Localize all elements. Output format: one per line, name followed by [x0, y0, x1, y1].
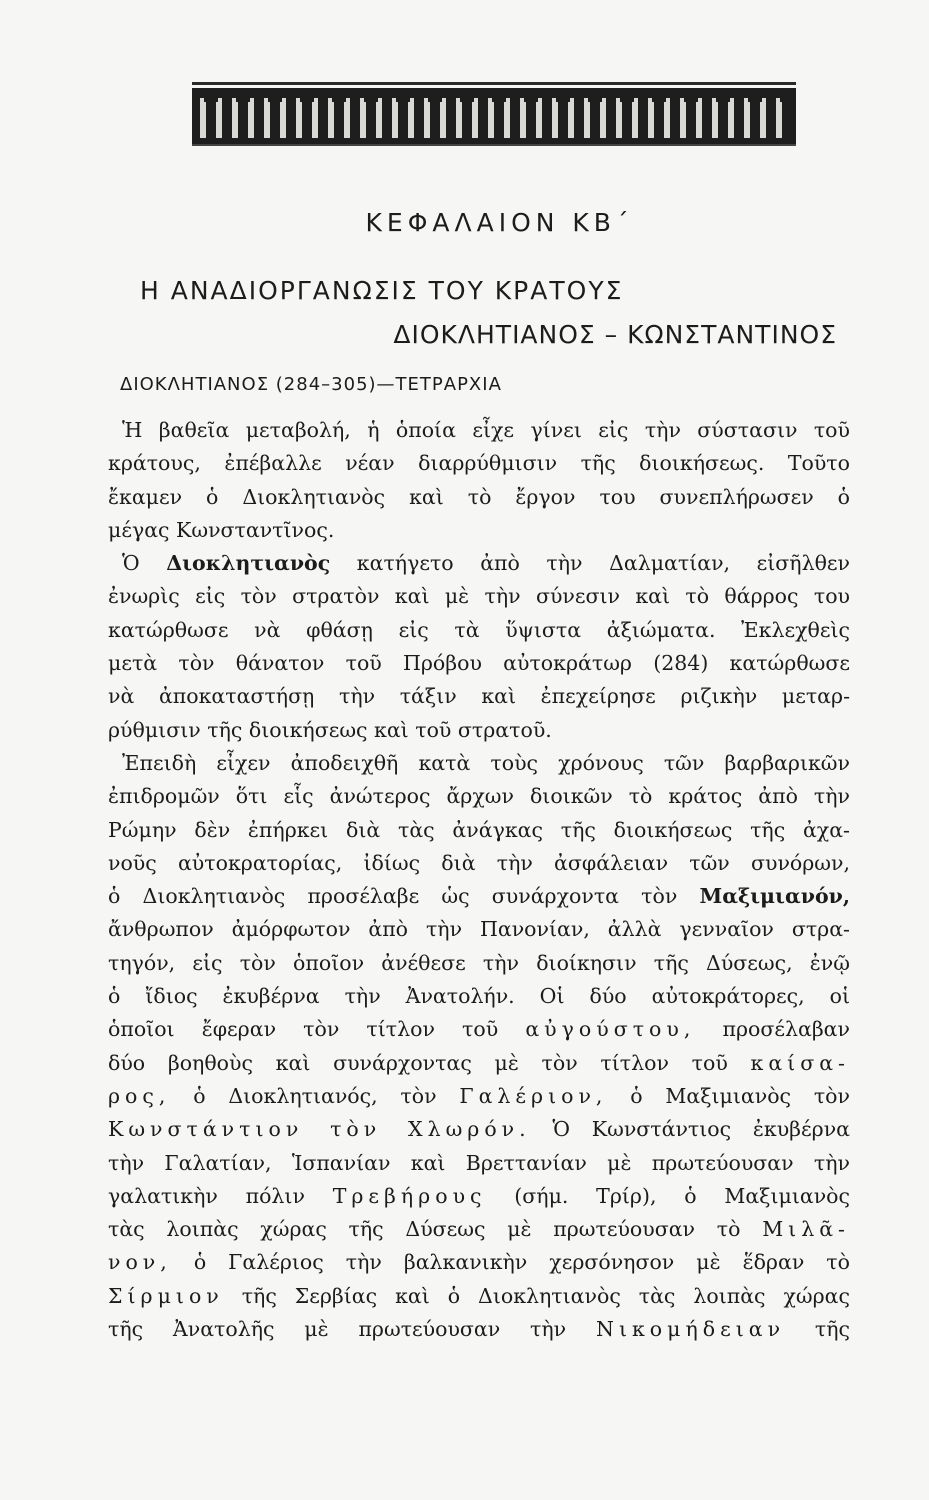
- body-text: [108, 414, 850, 1346]
- text-line: [108, 1013, 850, 1046]
- text-fragment: κατήγετο ἀπὸ τὴν Δαλματίαν, εἰσῆλθεν: [356, 551, 850, 576]
- spaced-name-nicomedia: Νικομήδειαν: [596, 1317, 786, 1342]
- spaced-name-sirmium: Σίρμιον: [108, 1283, 224, 1308]
- text-fragment: Ὁ: [122, 551, 140, 576]
- text-line: ἔκαμεν ὁ Διοκλητιανὸς καὶ τὸ ἔργον του συνεπλήρωσεν ὁ: [108, 484, 850, 509]
- spaced-name-galerius: Γαλέριον,: [459, 1083, 608, 1108]
- text-line: Ἐπειδὴ εἶχεν ἀποδειχθῆ κατὰ τοὺς χρόνους τῶν βαρβαρικῶν: [122, 750, 850, 775]
- text-fragment: προσέλαβαν: [722, 1017, 850, 1042]
- text-fragment: τῆς Ἀνατολῆς μὲ πρωτεύουσαν τὴν: [108, 1317, 567, 1342]
- spaced-term-caesar-end: ρος,: [108, 1083, 171, 1108]
- text-fragment: ὁ Διοκλητιανός, τὸν: [193, 1083, 437, 1108]
- text-line: μέγας Κωνσταντῖνος.: [108, 517, 335, 542]
- spaced-name-trier: Τρεβήρους: [332, 1183, 487, 1208]
- bold-name-maximian: Μαξιμιανόν,: [699, 884, 850, 909]
- text-line: [108, 1080, 850, 1113]
- text-fragment: δύο βοηθοὺς καὶ συνάρχοντας μὲ τὸν τίτλον τοῦ: [108, 1050, 728, 1075]
- text-fragment: ὁ Διοκλητιανὸς προσέλαβε ὡς συνάρχοντα τὸν: [108, 884, 678, 909]
- text-fragment: (σήμ. Τρίρ), ὁ Μαξιμιανὸς: [514, 1183, 850, 1208]
- text-line: [108, 1313, 850, 1346]
- text-line: [108, 1047, 850, 1080]
- paragraph-3: [108, 747, 850, 1346]
- text-line: κατώρθωσε νὰ φθάσῃ εἰς τὰ ὕψιστα ἀξιώματα. Ἐκλεχθεὶς: [108, 617, 850, 642]
- text-line: νοῦς αὐτοκρατορίας, ἰδίως διὰ τὴν ἀσφάλειαν τῶν συνόρων,: [108, 850, 850, 875]
- text-line: τὴν Γαλατίαν, Ἱσπανίαν καὶ Βρεττανίαν μὲ πρωτεύουσαν τὴν: [108, 1150, 850, 1175]
- paragraph-1: [108, 414, 850, 547]
- text-line: μετὰ τὸν θάνατον τοῦ Πρόβου αὐτοκράτωρ (284) κατώρθωσε: [108, 651, 850, 676]
- spaced-term-augustus: αὐγούστου,: [525, 1017, 696, 1042]
- text-line: ρύθμισιν τῆς διοικήσεως καὶ τοῦ στρατοῦ.: [108, 717, 552, 742]
- text-line: τηγόν, εἰς τὸν ὁποῖον ἀνέθεσε τὴν διοίκησιν τῆς Δύσεως, ἐνῷ: [108, 950, 850, 975]
- text-line: ἐπιδρομῶν ὅτι εἷς ἀνώτερος ἄρχων διοικῶν τὸ κράτος ἀπὸ τὴν: [108, 784, 850, 809]
- spaced-name-milan-end: νον,: [108, 1250, 172, 1275]
- text-line: Ρώμην δὲν ἐπήρκει διὰ τὰς ἀνάγκας τῆς διοικήσεως τῆς ἀχα-: [108, 817, 850, 842]
- text-line: [108, 1246, 850, 1279]
- text-line: κράτους, ἐπέβαλλε νέαν διαρρύθμισιν τῆς διοικήσεως. Τοῦτο: [108, 451, 850, 476]
- bold-name-diocletian: Διοκλητιανὸς: [166, 551, 331, 576]
- spaced-name-constantius-chlorus: Κωνστάντιον τὸν Χλωρόν.: [108, 1117, 531, 1142]
- text-line: Ἡ βαθεῖα μεταβολή, ἡ ὁποία εἶχε γίνει εἰς τὴν σύστασιν τοῦ: [122, 418, 850, 442]
- section-heading: ΔΙΟΚΛΗΤΙΑΝΟΣ (284–305)—ΤΕΤΡΑΡΧΙΑ: [120, 374, 502, 395]
- text-fragment: Ὁ Κωνστάντιος ἐκυβέρνα: [552, 1117, 850, 1142]
- chapter-heading: ΚΕΦΑΛΑΙΟΝ ΚΒ΄: [365, 208, 634, 237]
- text-fragment: ὁποῖοι ἔφεραν τὸν τίτλον τοῦ: [108, 1017, 499, 1042]
- text-fragment: γαλατικὴν πόλιν: [108, 1183, 305, 1208]
- text-fragment: ὁ Γαλέριος τὴν βαλκανικὴν χερσόνησον μὲ ἕδραν τὸ: [193, 1250, 850, 1275]
- paragraph-2: [108, 547, 850, 747]
- spaced-term-caesar: καίσα-: [750, 1050, 850, 1075]
- text-fragment: τῆς: [814, 1317, 850, 1342]
- text-line: ἐνωρὶς εἰς τὸν στρατὸν καὶ μὲ τὴν σύνεσιν καὶ τὸ θάρρος του: [108, 584, 850, 609]
- text-line: ἄνθρωπον ἀμόρφωτον ἀπὸ τὴν Πανονίαν, ἀλλὰ γενναῖον στρα-: [108, 917, 850, 942]
- text-line: [108, 1213, 850, 1246]
- text-line: [108, 1280, 850, 1313]
- text-fragment: τὰς λοιπὰς χώρας τῆς Δύσεως μὲ πρωτεύουσαν τὸ: [108, 1217, 741, 1242]
- chapter-title-line2: ΔΙΟΚΛΗΤΙΑΝΟΣ – ΚΩΝΣΤΑΝΤΙΝΟΣ: [393, 320, 837, 349]
- text-fragment: ὁ Μαξιμιανὸς τὸν: [630, 1083, 850, 1108]
- spaced-name-milan: Μιλᾶ-: [762, 1217, 850, 1242]
- text-line: [108, 1113, 850, 1146]
- meander-ornament-header: [192, 78, 796, 148]
- text-line: ὁ ἴδιος ἐκυβέρνα τὴν Ἀνατολήν. Οἱ δύο αὐτοκράτορες, οἱ: [108, 984, 850, 1009]
- chapter-title-line1: Η ΑΝΑΔΙΟΡΓΑΝΩΣΙΣ ΤΟΥ ΚΡΑΤΟΥΣ: [140, 276, 624, 305]
- text-line: [108, 1180, 850, 1213]
- text-line: νὰ ἀποκαταστήσῃ τὴν τάξιν καὶ ἐπεχείρησε ριζικὴν μεταρ-: [108, 684, 850, 709]
- text-fragment: τῆς Σερβίας καὶ ὁ Διοκλητιανὸς τὰς λοιπὰς χώρας: [241, 1283, 850, 1308]
- text-line: [108, 880, 850, 913]
- text-line: [108, 547, 850, 580]
